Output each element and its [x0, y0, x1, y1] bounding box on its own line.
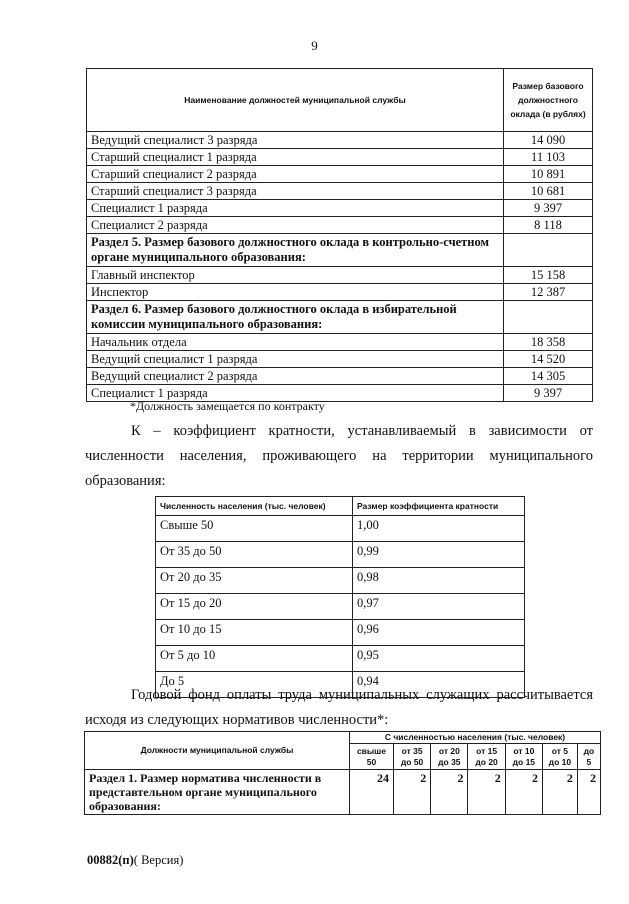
cell-label: От 15 до 20: [156, 594, 353, 620]
cell-value: 0,97: [353, 594, 525, 620]
page-number: 9: [311, 38, 318, 53]
table-header-row: [156, 497, 525, 516]
empty-cell: [504, 234, 593, 267]
table-row: [87, 166, 593, 183]
cell-label: Ведущий специалист 1 разряда: [87, 351, 504, 368]
cell-value: 11 103: [504, 149, 593, 166]
header-base-salary: Размер базового должностного оклада (в рублях): [504, 69, 593, 132]
table-header-row: [87, 69, 593, 132]
table-row: [156, 620, 525, 646]
cell-label: До 5: [156, 672, 353, 698]
cell-value: 2: [468, 770, 505, 815]
cell-value: 18 358: [504, 334, 593, 351]
cell-value: 8 118: [504, 217, 593, 234]
cell-label: Главный инспектор: [87, 267, 504, 284]
cell-label: Специалист 1 разряда: [87, 385, 504, 402]
document-id: [87, 853, 183, 868]
subheader-population-range: от 20 до 35: [431, 744, 468, 770]
subheader-population-range: от 10 до 15: [505, 744, 542, 770]
cell-value: 2: [505, 770, 542, 815]
cell-label: Старший специалист 2 разряда: [87, 166, 504, 183]
table-row: [87, 217, 593, 234]
cell-value: 9 397: [504, 200, 593, 217]
cell-value: 2: [431, 770, 468, 815]
cell-value: 14 305: [504, 368, 593, 385]
cell-value: 24: [350, 770, 394, 815]
header-coefficient: Размер коэффициента кратности: [353, 497, 525, 516]
cell-value: 10 681: [504, 183, 593, 200]
paragraph-coefficient: К – коэффициент кратности, устанавливаемый в зависимости от численности населения, проживающего на территории муниципального образования:: [85, 423, 593, 489]
cell-label: От 10 до 15: [156, 620, 353, 646]
staffing-norms-table: [84, 731, 601, 815]
section-row: [87, 301, 593, 334]
table-row: [87, 149, 593, 166]
subheader-population-range: до 5: [577, 744, 600, 770]
table-row: [156, 516, 525, 542]
cell-value: 2: [393, 770, 430, 815]
cell-value: 0,96: [353, 620, 525, 646]
cell-label: Ведущий специалист 3 разряда: [87, 132, 504, 149]
cell-value: 0,95: [353, 646, 525, 672]
cell-value: 2: [577, 770, 600, 815]
cell-value: 0,94: [353, 672, 525, 698]
cell-value: 2: [542, 770, 577, 815]
header-population: Численность населения (тыс. человек): [156, 497, 353, 516]
empty-cell: [504, 301, 593, 334]
header-position: Должности муниципальной службы: [85, 732, 350, 770]
section-row: [87, 234, 593, 267]
cell-label: Инспектор: [87, 284, 504, 301]
table-row: [156, 646, 525, 672]
cell-value: 15 158: [504, 267, 593, 284]
table-row: [87, 183, 593, 200]
cell-value: 12 387: [504, 284, 593, 301]
table-row: [87, 267, 593, 284]
header-position-name: Наименование должностей муниципальной службы: [87, 69, 504, 132]
cell-value: 9 397: [504, 385, 593, 402]
table-row: [156, 568, 525, 594]
subheader-population-range: от 15 до 20: [468, 744, 505, 770]
table-row: [87, 200, 593, 217]
cell-label: Начальник отдела: [87, 334, 504, 351]
footnote: *Должность замещается по контракту: [130, 399, 325, 413]
cell-label: От 5 до 10: [156, 646, 353, 672]
cell-label: Старший специалист 3 разряда: [87, 183, 504, 200]
cell-value: 14 090: [504, 132, 593, 149]
cell-value: 14 520: [504, 351, 593, 368]
header-population-group: С численностью населения (тыс. человек): [350, 732, 601, 744]
paragraph-fund: Годовой фонд оплаты труда муниципальных служащих рассчитывается исходя из следующих нормативов численности*:: [85, 687, 593, 728]
section-1-title: Раздел 1. Размер норматива численности в представтельном органе муниципального образования:: [85, 770, 350, 815]
cell-label: Ведущий специалист 2 разряда: [87, 368, 504, 385]
cell-label: От 35 до 50: [156, 542, 353, 568]
table-row: [87, 334, 593, 351]
cell-label: Свыше 50: [156, 516, 353, 542]
table-row: [87, 368, 593, 385]
table-row: [156, 594, 525, 620]
table-row: [87, 132, 593, 149]
subheader-population-range: от 35 до 50: [393, 744, 430, 770]
subheader-population-range: от 5 до 10: [542, 744, 577, 770]
doc-number: 00882(п): [87, 853, 134, 867]
table-row: [156, 542, 525, 568]
table-row: [87, 284, 593, 301]
section-5-title: Раздел 5. Размер базового должностного оклада в контрольно-счетном органе муниципального образования:: [87, 234, 504, 267]
cell-value: 0,99: [353, 542, 525, 568]
table-row: [85, 770, 601, 815]
cell-label: Специалист 2 разряда: [87, 217, 504, 234]
salary-table: [86, 68, 593, 402]
coefficient-table: [155, 496, 525, 698]
doc-version: ( Версия): [133, 853, 184, 867]
cell-label: Старший специалист 1 разряда: [87, 149, 504, 166]
table-header-row: [85, 732, 601, 744]
table-row: [87, 351, 593, 368]
subheader-population-range: свыше 50: [350, 744, 394, 770]
cell-value: 10 891: [504, 166, 593, 183]
cell-label: Специалист 1 разряда: [87, 200, 504, 217]
cell-value: 0,98: [353, 568, 525, 594]
section-6-title: Раздел 6. Размер базового должностного оклада в избирательной комиссии муниципального образования:: [87, 301, 504, 334]
cell-value: 1,00: [353, 516, 525, 542]
cell-label: От 20 до 35: [156, 568, 353, 594]
